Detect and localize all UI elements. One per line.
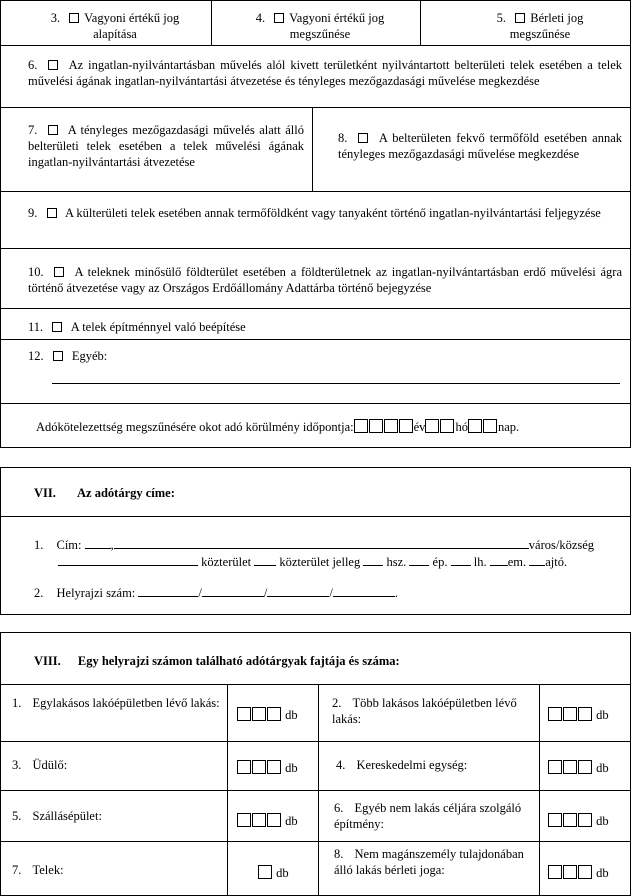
count-box[interactable] (267, 760, 281, 774)
hrsz-label: Helyrajzi szám: (56, 586, 136, 600)
item-3-checkbox[interactable] (69, 13, 79, 23)
street-field[interactable] (58, 553, 198, 566)
door-field[interactable] (529, 553, 545, 566)
sec8-item-num: 4. (336, 758, 346, 772)
item-12-text: Egyéb: (71, 349, 108, 363)
sec7-title: Az adótárgy címe: (77, 486, 175, 500)
count-box[interactable] (578, 760, 592, 774)
sec8-item-num: 7. (12, 863, 22, 877)
count-box[interactable] (548, 813, 562, 827)
sec8-item-label: Kereskedelmi egység: (356, 758, 468, 772)
item-5-line2: megszűnése (509, 27, 571, 41)
hrsz-line (34, 584, 398, 601)
unit-label: db (596, 761, 609, 775)
count-box[interactable] (563, 813, 577, 827)
sec8-item-6 (334, 800, 534, 832)
ajto-label: ajtó. (545, 555, 568, 569)
unit-label: db (285, 708, 298, 722)
item-5-line1: Bérleti jog (530, 11, 584, 25)
kozterulet-jelleg-label: közterület jelleg (279, 555, 361, 569)
item-11-checkbox[interactable] (52, 322, 62, 332)
item-7 (28, 122, 304, 170)
sec8-item-3 (12, 757, 67, 773)
slash: / (263, 586, 268, 600)
varos-label: város/község (528, 538, 595, 552)
postal-code-field[interactable] (85, 536, 111, 549)
divider (0, 191, 631, 192)
sec8-item-label: Egyéb nem lakás céljára szolgáló építmény: (334, 801, 522, 831)
unit-label: db (285, 814, 298, 828)
sec7-heading (34, 485, 175, 501)
sec8-item-num: 1. (12, 696, 22, 710)
item-8-num: 8. (338, 131, 348, 145)
ep-label: ép. (432, 555, 448, 569)
sec8-item-label: Nem magánszemély tulajdonában álló lakás bérleti joga: (334, 847, 524, 877)
divider (0, 339, 631, 340)
item-10-text: A teleknek minősülő földterület esetében a földterületnek az ingatlan-nyilvántartásban erdő művelési ágra történő átvezetése vagy az Országos Erdőállomány Adattárba történő bejegyzése (28, 265, 623, 295)
count-box[interactable] (267, 813, 281, 827)
floor-field[interactable] (490, 553, 508, 566)
divider (0, 516, 631, 517)
year-box-3[interactable] (384, 419, 398, 433)
sec8-num: VIII. (34, 654, 61, 668)
comma: , (110, 538, 114, 552)
cim-label: Cím: (56, 538, 82, 552)
hrsz-field-3[interactable] (267, 584, 329, 597)
item-10-num: 10. (28, 265, 44, 279)
unit-label: db (596, 866, 609, 880)
year-box-4[interactable] (399, 419, 413, 433)
sec8-item-label: Egylakásos lakóépületben lévő lakás: (32, 696, 220, 710)
divider (211, 0, 212, 46)
divider (312, 107, 313, 192)
item-11-num: 11. (28, 320, 44, 334)
sec8-item-label: Több lakásos lakóépületben lévő lakás: (332, 696, 517, 726)
count-box[interactable] (563, 760, 577, 774)
item-5-num: 5. (496, 11, 506, 25)
sec8-item-num: 6. (334, 801, 344, 815)
count-box[interactable] (548, 707, 562, 721)
divider (0, 741, 631, 742)
month-label: hó (455, 420, 468, 434)
item-3-line1: Vagyoni értékű jog (84, 11, 180, 25)
sec8-title: Egy helyrajzi számon található adótárgyak fajtája és száma: (77, 654, 400, 668)
sec8-item-3-count (237, 760, 298, 776)
sec8-heading (34, 653, 400, 669)
sec8-item-num: 8. (334, 847, 344, 861)
sec8-item-num: 5. (12, 809, 22, 823)
sec8-item-num: 2. (332, 696, 342, 710)
item-3 (25, 10, 205, 42)
item-4-line1: Vagyoni értékű jog (289, 11, 385, 25)
count-box[interactable] (237, 707, 251, 721)
address-line-2 (58, 553, 624, 570)
item-5-checkbox[interactable] (515, 13, 525, 23)
sec8-item-num: 3. (12, 758, 22, 772)
year-box-2[interactable] (369, 419, 383, 433)
cim-num: 1. (34, 538, 44, 552)
house-number-field[interactable] (363, 553, 383, 566)
day-box-2[interactable] (483, 419, 497, 433)
sec8-item-2-count (548, 707, 609, 723)
year-box-1[interactable] (354, 419, 368, 433)
divider (0, 684, 631, 685)
divider (0, 248, 631, 249)
slash: / (198, 586, 202, 600)
lh-label: lh. (473, 555, 487, 569)
item-4-line2: megszűnése (289, 27, 351, 41)
date-label: Adókötelezettség megszűnésére okot adó körülmény időpontja: (36, 420, 354, 434)
item-4-num: 4. (255, 11, 266, 25)
count-box[interactable] (578, 707, 592, 721)
hrsz-field-1[interactable] (138, 584, 198, 597)
item-6-checkbox[interactable] (48, 60, 58, 70)
item-3-line2: alapítása (93, 27, 137, 41)
item-11 (28, 319, 622, 335)
item-7-checkbox[interactable] (48, 125, 58, 135)
day-box-1[interactable] (468, 419, 482, 433)
divider (318, 684, 319, 896)
count-box[interactable] (252, 760, 266, 774)
city-field[interactable] (114, 536, 529, 549)
day-label: nap. (497, 420, 520, 434)
sec8-item-8 (334, 846, 534, 878)
item-6 (28, 57, 622, 89)
count-box[interactable] (563, 707, 577, 721)
year-label: év (413, 420, 426, 434)
divider (420, 0, 421, 46)
divider (0, 403, 631, 404)
hrsz-field-4[interactable] (333, 584, 395, 597)
count-box[interactable] (563, 865, 577, 879)
sec8-item-8-count (548, 865, 609, 881)
sec8-item-6-count (548, 813, 609, 829)
dot: . (394, 586, 398, 600)
item-8-text: A belterületen fekvő termőföld esetében annak tényleges mezőgazdasági művelése megkezdése (338, 131, 623, 161)
item-7-text: A tényleges mezőgazdasági művelés alatt álló belterületi telek esetében a telek művelési ágának ingatlan-nyilvántartási átvezetése (28, 123, 304, 169)
sec8-item-5-count (237, 813, 298, 829)
unit-label: db (276, 866, 289, 880)
sec8-item-7-count (258, 865, 289, 881)
slash: / (329, 586, 333, 600)
count-box[interactable] (267, 707, 281, 721)
hrsz-field-2[interactable] (202, 584, 264, 597)
divider (227, 684, 228, 896)
unit-label: db (596, 708, 609, 722)
divider (0, 841, 631, 842)
sec8-item-2 (332, 695, 532, 727)
sec8-table (0, 632, 631, 896)
item-9-text: A külterületi telek esetében annak termőföldként vagy tanyaként történő ingatlan-nyilvántartási feljegyzése (64, 206, 601, 220)
unit-label: db (285, 761, 298, 775)
em-label: em. (507, 555, 527, 569)
item-4-checkbox[interactable] (274, 13, 284, 23)
month-box-2[interactable] (440, 419, 454, 433)
item-8 (338, 130, 622, 162)
sec8-item-5 (12, 808, 102, 824)
item-12-checkbox[interactable] (53, 351, 63, 361)
kozterulet-label: közterület (201, 555, 252, 569)
sec8-item-label: Telek: (32, 863, 64, 877)
divider (539, 684, 540, 896)
item-10 (28, 264, 622, 296)
sec8-item-4-count (548, 760, 609, 776)
sec7-num: VII. (34, 486, 56, 500)
address-line-1 (34, 536, 624, 553)
item-3-num: 3. (50, 11, 61, 25)
item-5 (470, 10, 610, 42)
hsz-label: hsz. (386, 555, 407, 569)
item-10-checkbox[interactable] (54, 267, 64, 277)
month-box-1[interactable] (425, 419, 439, 433)
building-field[interactable] (409, 553, 429, 566)
count-box[interactable] (258, 865, 272, 879)
item-9-checkbox[interactable] (47, 208, 57, 218)
sec8-item-1-count (237, 707, 298, 723)
item-4 (230, 10, 410, 42)
sec8-item-label: Szállásépület: (32, 809, 102, 823)
divider (0, 308, 631, 309)
item-12-input-line[interactable] (52, 383, 620, 384)
item-9-num: 9. (28, 206, 38, 220)
item-11-text: A telek építménnyel való beépítése (70, 320, 246, 334)
sec8-item-1 (12, 695, 222, 711)
count-box[interactable] (252, 813, 266, 827)
item-9 (28, 205, 622, 221)
item-6-text: Az ingatlan-nyilvántartásban művelés alól kivett területként nyilvántartott belterületi telek esetében a telek művelési ágának ingatlan-nyilvántartási átvezetése és tényleges mezőgazdasági művelése megkezdése (28, 58, 623, 88)
item-12 (28, 348, 622, 364)
count-box[interactable] (548, 760, 562, 774)
item-8-checkbox[interactable] (358, 133, 368, 143)
divider (0, 790, 631, 791)
count-box[interactable] (252, 707, 266, 721)
count-box[interactable] (578, 865, 592, 879)
item-7-num: 7. (28, 123, 38, 137)
sec8-item-4 (336, 757, 467, 773)
count-box[interactable] (578, 813, 592, 827)
count-box[interactable] (237, 760, 251, 774)
date-row (36, 419, 519, 435)
hrsz-num: 2. (34, 586, 44, 600)
item-6-num: 6. (28, 58, 38, 72)
item-12-num: 12. (28, 349, 44, 363)
count-box[interactable] (237, 813, 251, 827)
unit-label: db (596, 814, 609, 828)
sec8-item-label: Üdülő: (32, 758, 68, 772)
count-box[interactable] (548, 865, 562, 879)
divider (0, 107, 631, 108)
sec8-item-7 (12, 862, 64, 878)
street-type-field[interactable] (254, 553, 276, 566)
staircase-field[interactable] (451, 553, 471, 566)
